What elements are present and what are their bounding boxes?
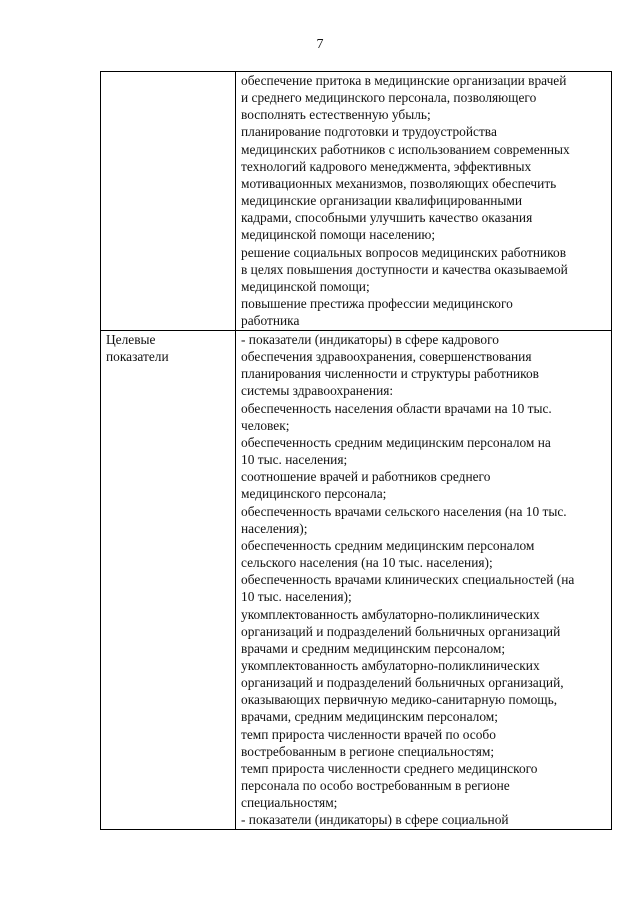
content-line: обеспеченность врачами клинических специальностей (на [241,572,575,588]
content-line: мотивационных механизмов, позволяющих обеспечить [241,175,557,191]
content-line: решение социальных вопросов медицинских работников [241,244,567,260]
content-line: обеспеченность средним медицинским персоналом [241,537,535,553]
content-line: организаций и подразделений больничных организаций, [241,675,564,691]
row-content-cell-goals [236,72,612,331]
content-line: в целях повышения доступности и качества оказываемой [241,261,568,277]
content-line: кадрами, способными улучшить качество оказания [241,210,533,226]
content-line: работника [241,313,300,329]
content-line: медицинских работников с использованием современных [241,141,570,157]
content-line: повышение престижа профессии медицинского [241,296,513,312]
content-line: оказывающих первичную медико-санитарную помощь, [241,692,558,708]
content-line: - показатели (индикаторы) в сфере социальной [241,812,509,828]
content-line: 10 тыс. населения; [241,452,348,468]
content-line: медицинской помощи населению; [241,227,436,243]
content-line: планирования численности и структуры работников [241,366,540,382]
content-line: организаций и подразделений больничных организаций [241,623,561,639]
content-line: обеспеченность врачами сельского населения (на 10 тыс. [241,503,567,519]
content-line: 10 тыс. населения); [241,589,352,605]
content-line: системы здравоохранения: [241,383,394,399]
content-line: медицинского персонала; [241,486,387,502]
content-line: врачами и средним медицинским персоналом; [241,640,506,656]
table-row-target-indicators [101,331,612,830]
row-content-cell-target-indicators [236,331,612,830]
content-line: укомплектованность амбулаторно-поликлинических [241,606,540,622]
content-line: обеспеченность населения области врачами на 10 тыс. [241,400,552,416]
content-line: - показатели (индикаторы) в сфере кадрового [241,332,499,347]
content-line: специальностям; [241,795,338,811]
content-line: востребованным в регионе специальностям; [241,743,495,759]
content-line: темп прироста численности врачей по особо [241,726,496,742]
content-line: восполнять естественную убыль; [241,107,431,123]
content-line: и среднего медицинского персонала, позволяющего [241,90,537,106]
row-label-cell-empty [101,72,236,331]
row-label-cell-target-indicators [101,331,236,830]
row-label-line: Целевые [106,332,156,347]
content-line: обеспечения здравоохранения, совершенствования [241,349,532,365]
content-line: медицинской помощи; [241,278,370,294]
content-line: планирование подготовки и трудоустройства [241,124,497,140]
content-line: персонала по особо востребованным в регионе [241,778,510,794]
table-row-goals [101,72,612,331]
row-label-line: показатели [106,349,169,365]
content-line: укомплектованность амбулаторно-поликлинических [241,657,540,673]
content-line: обеспеченность средним медицинским персоналом на [241,434,551,450]
program-table [100,71,612,830]
content-line: темп прироста численности среднего медицинского [241,760,538,776]
content-line: человек; [241,417,290,433]
page-number: 7 [316,37,324,52]
content-line: соотношение врачей и работников среднего [241,469,491,485]
content-line: медицинские организации квалифицированными [241,193,523,209]
content-line: населения); [241,520,308,536]
content-line: сельского населения (на 10 тыс. населения); [241,555,493,571]
content-line: обеспечение притока в медицинские организации врачей [241,73,567,88]
content-line: врачами, средним медицинским персоналом; [241,709,498,725]
content-line: технологий кадрового менеджмента, эффективных [241,158,532,174]
